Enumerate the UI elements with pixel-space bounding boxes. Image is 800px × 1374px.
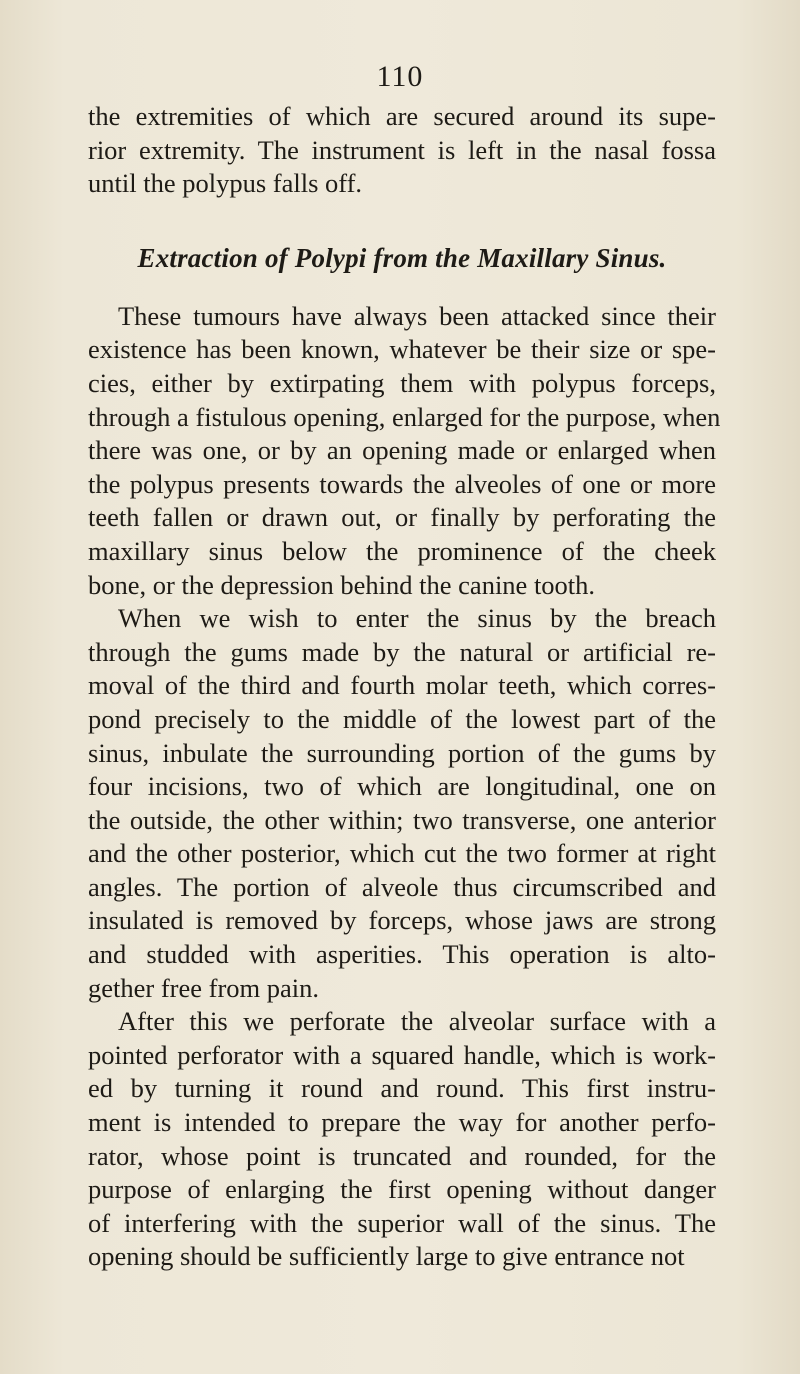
text-line: maxillary sinus below the prominence of the cheek [88, 535, 716, 566]
text-line: through the gums made by the natural or artificial re- [88, 636, 716, 667]
text-line: existence has been known, whatever be their size or spe- [88, 334, 716, 365]
text-line: there was one, or by an opening made or enlarged when [88, 435, 716, 466]
text-line: cies, either by extirpating them with polypus forceps, [88, 367, 716, 398]
opening-paragraph [88, 100, 716, 201]
text-line: ment is intended to prepare the way for another perfo- [88, 1107, 716, 1138]
text-line: of interfering with the superior wall of the sinus. The [88, 1207, 716, 1238]
text-line: angles. The portion of alveole thus circumscribed and [88, 871, 716, 902]
text-line: teeth fallen or drawn out, or finally by perforating the [88, 502, 716, 533]
text-line: ed by turning it round and round. This first instru- [88, 1073, 716, 1104]
text-line: These tumours have always been attacked since their [118, 300, 716, 331]
text-line: moval of the third and fourth molar teeth, which corres- [88, 670, 716, 701]
text-line: gether free from pain. [88, 972, 320, 1003]
page-number: 110 [376, 60, 424, 93]
text-line: through a fistulous opening, enlarged for the purpose, when [88, 401, 721, 432]
text-line: the outside, the other within; two transverse, one anterior [88, 804, 716, 835]
text-line: rior extremity. The instrument is left in the nasal fossa [88, 134, 716, 165]
text-line: the polypus presents towards the alveoles of one or more [88, 468, 716, 499]
text-line: pond precisely to the middle of the lowest part of the [88, 703, 716, 734]
text-line: purpose of enlarging the first opening without danger [88, 1174, 716, 1205]
text-line: After this we perforate the alveolar surface with a [118, 1006, 716, 1037]
section-heading: Extraction of Polypi from the Maxillary Sinus. [137, 242, 667, 273]
text-line: and studded with asperities. This operation is alto- [88, 939, 716, 970]
text-line: opening should be sufficiently large to give entrance not [88, 1241, 685, 1272]
page-body [88, 100, 721, 1274]
body-paragraph [88, 300, 721, 602]
text-line: four incisions, two of which are longitudinal, one on [88, 771, 716, 802]
body-paragraph [88, 1005, 716, 1274]
body-paragraph [88, 602, 716, 1005]
text-line: bone, or the depression behind the canine tooth. [88, 569, 596, 600]
text-line: insulated is removed by forceps, whose jaws are strong [88, 905, 716, 936]
text-line: sinus, inbulate the surrounding portion of the gums by [88, 737, 716, 768]
paragraph-group [88, 300, 721, 1274]
text-line: rator, whose point is truncated and rounded, for the [88, 1140, 716, 1171]
text-line: When we wish to enter the sinus by the breach [118, 603, 716, 634]
text-line: pointed perforator with a squared handle, which is work- [88, 1039, 716, 1070]
text-line: and the other posterior, which cut the two former at right [88, 838, 716, 869]
text-line: the extremities of which are secured around its supe- [88, 101, 716, 131]
text-line: until the polypus falls off. [88, 168, 363, 199]
